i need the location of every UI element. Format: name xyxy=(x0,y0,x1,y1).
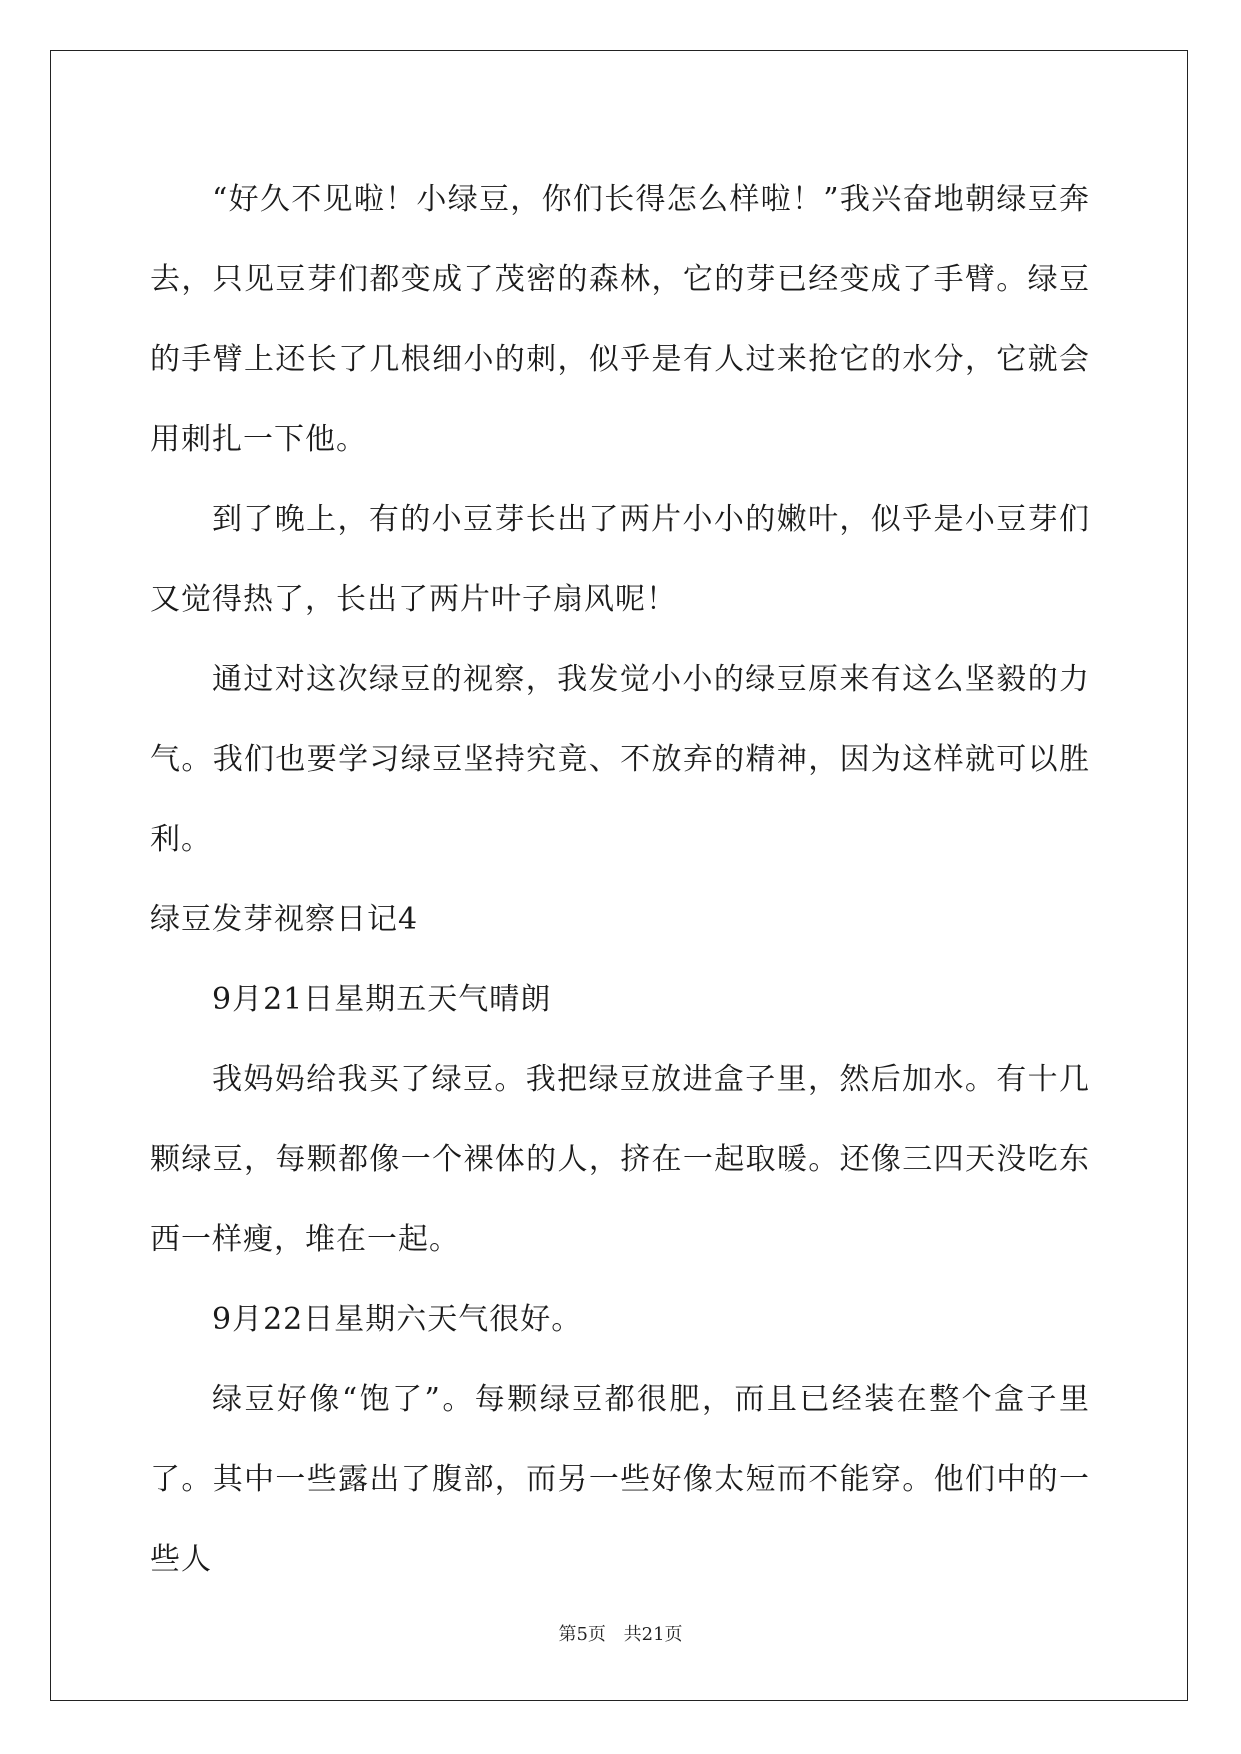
paragraph: 到了晚上，有的小豆芽长出了两片小小的嫩叶，似乎是小豆芽们又觉得热了，长出了两片叶子扇风呢！ xyxy=(150,502,1090,617)
paragraph: 通过对这次绿豆的视察，我发觉小小的绿豆原来有这么坚毅的力气。我们也要学习绿豆坚持究竟、不放弃的精神，因为这样就可以胜利。 xyxy=(150,662,1090,857)
paragraph: 绿豆好像“饱了”。每颗绿豆都很肥，而且已经装在整个盒子里了。其中一些露出了腹部，而另一些好像太短而不能穿。他们中的一些人 xyxy=(150,1382,1090,1577)
document-body xyxy=(150,160,1090,1600)
paragraph: “好久不见啦！小绿豆，你们长得怎么样啦！”我兴奋地朝绿豆奔去，只见豆芽们都变成了茂密的森林，它的芽已经变成了手臂。绿豆的手臂上还长了几根细小的刺，似乎是有人过来抢它的水分，它就会用刺扎一下他。 xyxy=(150,182,1090,457)
paragraph: 我妈妈给我买了绿豆。我把绿豆放进盒子里，然后加水。有十几颗绿豆，每颗都像一个裸体的人，挤在一起取暖。还像三四天没吃东西一样瘦，堆在一起。 xyxy=(150,1062,1090,1257)
page-number: 第5页 xyxy=(558,1624,606,1645)
page-total: 共21页 xyxy=(623,1624,683,1645)
section-title: 绿豆发芽视察日记4 xyxy=(150,902,419,937)
diary-date-line: 9月21日星期五天气晴朗 xyxy=(212,982,552,1017)
page-footer xyxy=(0,1620,1241,1646)
diary-date-line: 9月22日星期六天气很好。 xyxy=(212,1302,583,1337)
